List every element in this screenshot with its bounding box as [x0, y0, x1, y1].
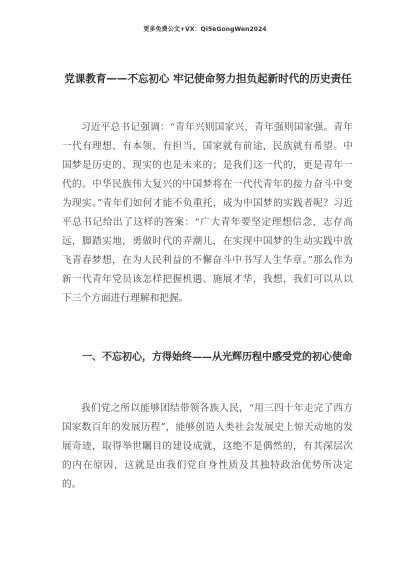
- document-title: 党课教育——不忘初心 牢记使命努力担负起新时代的历史责任: [64, 73, 352, 85]
- paragraph-section-1: 我们党之所以能够团结带领各族人民，“用三四十年走完了西方国家数百年的发展历程”，能够创造人类社会发展史上惊天动地的发展奇迹，取得举世瞩目的建设成就，这绝不是偶然的，有其深层次的内在原因，这就是由我们党自身性质及其独特政治优势所决定的。: [62, 403, 353, 490]
- header-note: 更多免费公文+VX：Qi5eGongWen2024: [143, 26, 267, 33]
- paragraph-intro: 习近平总书记强调：“青年兴则国家兴，青年强则国家强。青年一代有理想、有本领、有担当，国家就有前途，民族就有希望。中国梦是历史的、现实的也是未来的；是我们这一代的，更是青年一代的。中华民族伟大复兴的中国梦将在一代代青年的接力奋斗中变为现实。”青年们如何才能不负重托，成为中国梦的实践者呢？习近平总书记给出了这样的答案：“广大青年要坚定理想信念，志存高远，脚踏实地，勇做时代的弄潮儿，在实现中国梦的生动实践中放飞青春梦想，在为人民利益的不懈奋斗中书写人生华章。”那么作为新一代青年党员该怎样把握机遇、施展才华，我想，我们可以从以下三个方面进行理解和把握。: [62, 122, 353, 304]
- section-heading-1: 一、不忘初心，方得始终——从光辉历程中感受党的初心使命: [82, 352, 352, 363]
